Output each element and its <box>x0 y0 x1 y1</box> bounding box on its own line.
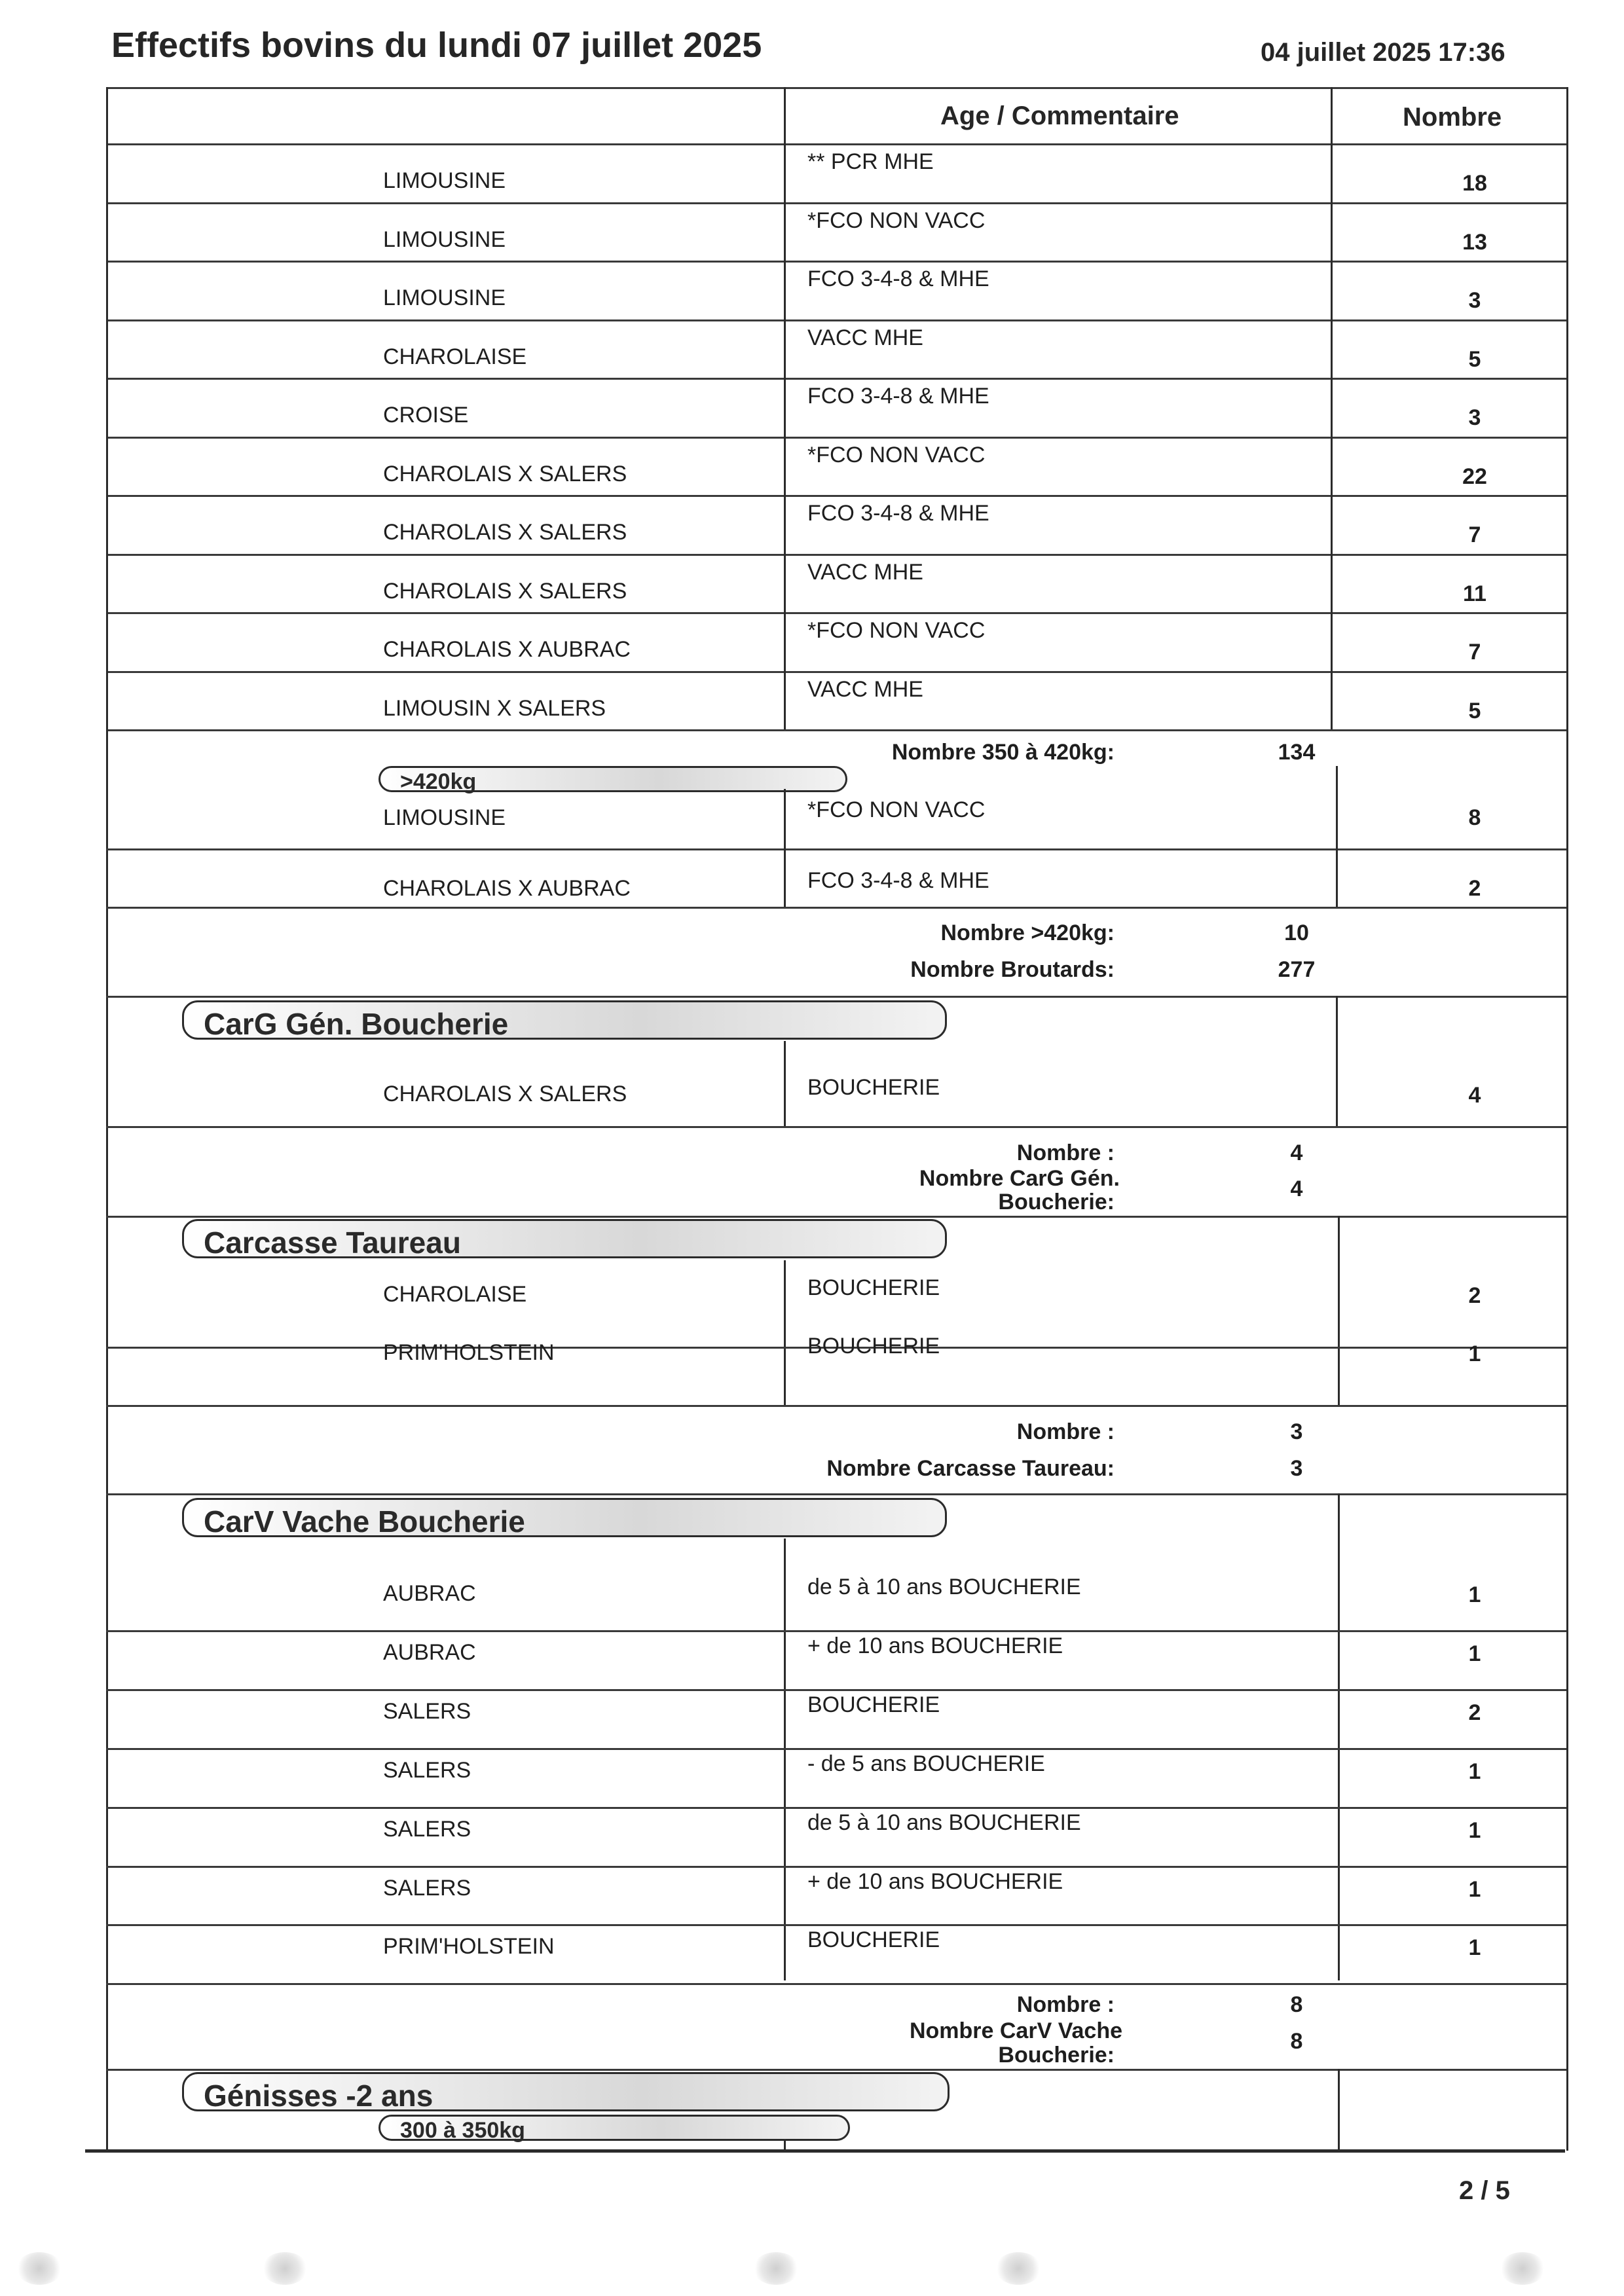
subtotal-label: Boucherie: <box>998 2043 1115 2068</box>
comment-cell: VACC MHE <box>807 559 923 585</box>
column-divider <box>784 87 786 729</box>
comment-cell: VACC MHE <box>807 325 923 350</box>
row-divider <box>106 2069 1566 2071</box>
comment-cell: *FCO NON VACC <box>807 442 986 467</box>
section-tag-carg <box>182 1000 947 1040</box>
count-cell: 7 <box>1468 522 1481 547</box>
race-cell: LIMOUSIN X SALERS <box>383 695 606 721</box>
section-tag-label: CarG Gén. Boucherie <box>204 1007 509 1041</box>
race-cell: CHAROLAIS X SALERS <box>383 578 627 604</box>
subtotal-value: 8 <box>1290 1992 1303 2017</box>
row-divider <box>106 1807 1566 1809</box>
row-divider <box>106 495 1566 497</box>
column-header-comment: Age / Commentaire <box>940 101 1179 130</box>
column-divider <box>784 789 786 907</box>
section-tag-label: Carcasse Taureau <box>204 1226 461 1260</box>
subtotal-label: Nombre : <box>1016 1992 1115 2017</box>
scan-artifact <box>16 2252 62 2285</box>
race-cell: PRIM'HOLSTEIN <box>383 1934 555 1959</box>
section-tag-label: >420kg <box>400 769 477 794</box>
race-cell: PRIM'HOLSTEIN <box>383 1340 555 1365</box>
column-header-count: Nombre <box>1403 103 1502 132</box>
document-title: Effectifs bovins du lundi 07 juillet 2025 <box>111 26 762 65</box>
subtotal-label: Nombre >420kg: <box>940 920 1115 945</box>
row-divider <box>106 1689 1566 1691</box>
count-cell: 13 <box>1462 229 1487 255</box>
column-divider <box>1338 1216 1340 1405</box>
row-divider <box>106 729 1566 731</box>
row-divider <box>106 261 1566 263</box>
scan-artifact <box>995 2252 1041 2285</box>
row-divider <box>106 1924 1566 1926</box>
column-divider <box>1566 87 1568 2151</box>
race-cell: LIMOUSINE <box>383 805 506 830</box>
row-divider <box>106 671 1566 673</box>
row-divider <box>106 1630 1566 1632</box>
scan-artifact <box>1500 2252 1545 2285</box>
race-cell: LIMOUSINE <box>383 227 506 252</box>
column-divider <box>784 1539 786 1980</box>
row-divider <box>106 1405 1566 1407</box>
subtotal-label: Nombre 350 à 420kg: <box>891 740 1115 765</box>
count-cell: 4 <box>1468 1083 1481 1108</box>
count-cell: 7 <box>1468 640 1481 665</box>
race-cell: LIMOUSINE <box>383 168 506 193</box>
comment-cell: FCO 3-4-8 & MHE <box>807 868 989 893</box>
section-tag-taureau <box>182 1219 947 1258</box>
race-cell: CHAROLAISE <box>383 344 527 369</box>
subtotal-value: 8 <box>1290 2029 1303 2054</box>
row-divider <box>106 1493 1566 1495</box>
count-cell: 3 <box>1468 405 1481 430</box>
count-cell: 5 <box>1468 698 1481 723</box>
race-cell: CHAROLAIS X AUBRAC <box>383 876 631 901</box>
count-cell: 3 <box>1468 288 1481 313</box>
subtotal-value: 3 <box>1290 1456 1303 1481</box>
subtotal-value: 3 <box>1290 1419 1303 1444</box>
comment-cell: FCO 3-4-8 & MHE <box>807 384 989 409</box>
column-divider <box>784 1260 786 1405</box>
comment-cell: de 5 à 10 ans BOUCHERIE <box>807 1575 1081 1599</box>
comment-cell: - de 5 ans BOUCHERIE <box>807 1751 1045 1776</box>
row-divider <box>106 1748 1566 1750</box>
count-cell: 2 <box>1468 876 1481 901</box>
race-cell: SALERS <box>383 1816 471 1842</box>
count-cell: 8 <box>1468 805 1481 830</box>
race-cell: SALERS <box>383 1875 471 1901</box>
section-tag-420kg <box>378 766 847 792</box>
column-divider <box>1338 2069 1340 2151</box>
race-cell: SALERS <box>383 1757 471 1783</box>
row-divider <box>106 87 1566 89</box>
subtotal-label: Nombre CarV Vache <box>909 2018 1122 2043</box>
subtotal-label: Nombre : <box>1016 1419 1115 1444</box>
section-tag-label: 300 à 350kg <box>400 2118 525 2143</box>
row-divider <box>106 996 1566 998</box>
count-cell: 11 <box>1463 581 1486 606</box>
comment-cell: *FCO NON VACC <box>807 208 986 233</box>
count-cell: 1 <box>1468 1935 1481 1961</box>
subtotal-value: 4 <box>1290 1140 1303 1165</box>
subtotal-value: 4 <box>1290 1176 1303 1201</box>
subtotal-value: 277 <box>1278 957 1316 982</box>
count-cell: 1 <box>1468 1876 1481 1902</box>
race-cell: CHAROLAISE <box>383 1282 527 1307</box>
row-divider <box>106 1983 1566 1985</box>
row-divider <box>106 612 1566 614</box>
print-timestamp: 04 juillet 2025 17:36 <box>1261 38 1505 67</box>
comment-cell: de 5 à 10 ans BOUCHERIE <box>807 1810 1081 1835</box>
row-divider <box>106 1126 1566 1128</box>
row-divider <box>106 378 1566 380</box>
race-cell: CROISE <box>383 403 469 428</box>
count-cell: 22 <box>1462 464 1487 489</box>
row-divider <box>106 1866 1566 1868</box>
comment-cell: VACC MHE <box>807 676 923 702</box>
count-cell: 1 <box>1468 1341 1481 1366</box>
comment-cell: BOUCHERIE <box>807 1275 940 1300</box>
race-cell: CHAROLAIS X SALERS <box>383 520 627 545</box>
race-cell: CHAROLAIS X AUBRAC <box>383 637 631 662</box>
comment-cell: ** PCR MHE <box>807 149 934 174</box>
scan-artifact <box>753 2252 799 2285</box>
count-cell: 1 <box>1468 1641 1481 1666</box>
section-tag-genisses <box>182 2072 950 2111</box>
row-divider <box>106 319 1566 321</box>
subtotal-label: Nombre CarG Gén. <box>919 1166 1120 1191</box>
footer-rule <box>85 2149 1565 2153</box>
column-divider <box>1336 996 1338 1126</box>
section-tag-label: CarV Vache Boucherie <box>204 1504 525 1539</box>
comment-cell: BOUCHERIE <box>807 1334 940 1358</box>
subtotal-label: Nombre : <box>1016 1140 1115 1165</box>
column-divider <box>106 87 108 2151</box>
race-cell: CHAROLAIS X SALERS <box>383 1082 627 1106</box>
row-divider <box>106 907 1566 909</box>
subtotal-label: Nombre Carcasse Taureau: <box>826 1456 1115 1481</box>
row-divider <box>106 202 1566 204</box>
count-cell: 5 <box>1468 346 1481 372</box>
comment-cell: BOUCHERIE <box>807 1075 940 1100</box>
scan-artifact <box>262 2252 308 2285</box>
comment-cell: FCO 3-4-8 & MHE <box>807 266 989 291</box>
row-divider <box>106 437 1566 439</box>
row-divider <box>106 1216 1566 1218</box>
column-divider <box>1336 766 1338 907</box>
count-cell: 1 <box>1468 1758 1481 1784</box>
column-divider <box>1331 87 1333 729</box>
section-tag-carv <box>182 1498 947 1537</box>
count-cell: 1 <box>1468 1817 1481 1843</box>
comment-cell: BOUCHERIE <box>807 1927 940 1953</box>
subtotal-label: Nombre Broutards: <box>910 957 1115 982</box>
race-cell: SALERS <box>383 1698 471 1724</box>
race-cell: AUBRAC <box>383 1581 476 1606</box>
count-cell: 2 <box>1468 1283 1481 1308</box>
comment-cell: BOUCHERIE <box>807 1692 940 1717</box>
race-cell: AUBRAC <box>383 1639 476 1665</box>
comment-cell: FCO 3-4-8 & MHE <box>807 501 989 526</box>
column-divider <box>784 1041 786 1126</box>
count-cell: 1 <box>1468 1582 1481 1607</box>
comment-cell: + de 10 ans BOUCHERIE <box>807 1633 1063 1658</box>
race-cell: LIMOUSINE <box>383 285 506 310</box>
count-cell: 2 <box>1468 1700 1481 1725</box>
column-divider <box>1338 1493 1340 1980</box>
subtotal-label: Boucherie: <box>998 1190 1115 1214</box>
subtotal-value: 134 <box>1278 740 1316 765</box>
row-divider <box>106 554 1566 556</box>
comment-cell: *FCO NON VACC <box>807 797 986 822</box>
comment-cell: *FCO NON VACC <box>807 618 986 643</box>
page-number: 2 / 5 <box>1459 2176 1510 2205</box>
comment-cell: + de 10 ans BOUCHERIE <box>807 1868 1063 1894</box>
count-cell: 18 <box>1462 171 1487 196</box>
row-divider <box>106 143 1566 145</box>
section-subtag-300-350 <box>378 2115 850 2141</box>
row-divider <box>106 848 1566 850</box>
section-tag-label: Génisses -2 ans <box>204 2079 434 2113</box>
race-cell: CHAROLAIS X SALERS <box>383 461 627 486</box>
subtotal-value: 10 <box>1284 920 1309 945</box>
